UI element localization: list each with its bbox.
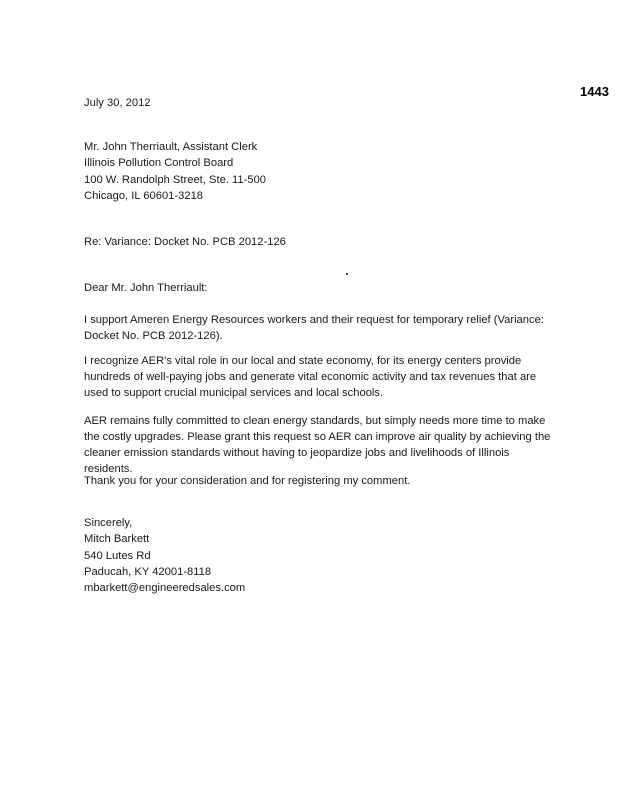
- signature-closing: Sincerely,: [84, 517, 133, 529]
- body-paragraph-3: AER remains fully committed to clean energy standards, but simply needs more time to make the costly upgrades. Please grant this request so AER can improve air quality by achieving the cleaner emission standards without having to jeopardize jobs and livelihoods of Illinois residents.: [84, 415, 551, 475]
- salutation: Dear Mr. John Therriault:: [84, 282, 208, 294]
- re-line: Re: Variance: Docket No. PCB 2012-126: [84, 236, 286, 248]
- signer-email: mbarkett@engineeredsales.com: [84, 582, 246, 595]
- body-paragraph-2: I recognize AER's vital role in our local and state economy, for its energy centers provide hundreds of well-paying jobs and generate vital economic activity and tax revenues that are used to support crucial municipal services and local schools.: [84, 355, 537, 399]
- letter-date: July 30, 2012: [84, 97, 151, 109]
- recipient-name: Mr. John Therriault, Assistant Clerk: [84, 141, 258, 153]
- page-number: 1443: [580, 84, 609, 99]
- recipient-address: [84, 139, 266, 204]
- body-paragraph-1: I support Ameren Energy Resources workers and their request for temporary relief (Variance: Docket No. PCB 2012-126).: [84, 314, 544, 342]
- closing-paragraph: Thank you for your consideration and for registering my comment.: [84, 475, 411, 487]
- recipient-city: Chicago, IL 60601-3218: [84, 189, 204, 202]
- signer-name: Mitch Barkett: [84, 533, 150, 546]
- signer-city: Paducah, KY 42001-8118: [84, 565, 212, 578]
- recipient-street: 100 W. Randolph Street, Ste. 11-500: [84, 173, 267, 186]
- recipient-organization: Illinois Pollution Control Board: [84, 157, 234, 170]
- scan-artifact-dot: [346, 273, 348, 275]
- signature-block: [84, 515, 245, 596]
- signer-street: 540 Lutes Rd: [84, 549, 151, 562]
